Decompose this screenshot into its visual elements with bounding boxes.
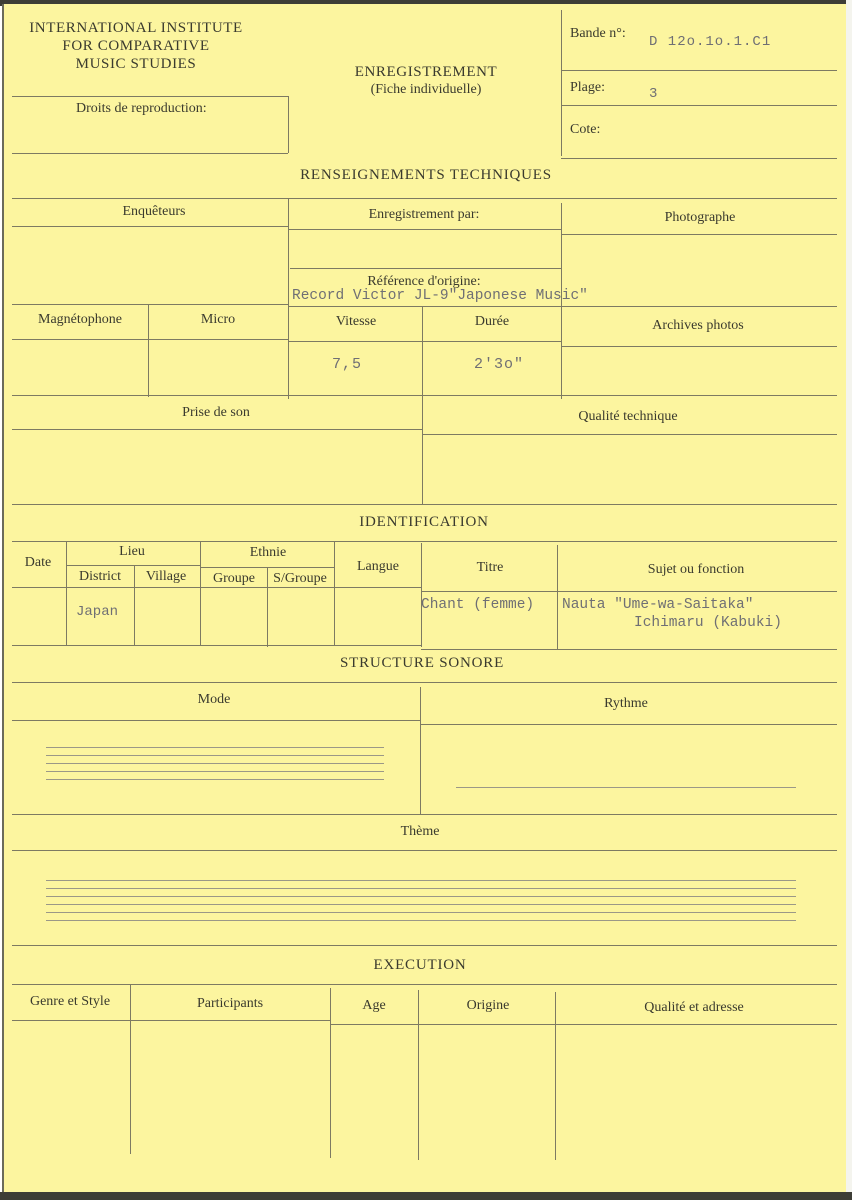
rythme-writing-line (456, 787, 796, 788)
record-card (2, 4, 850, 1192)
divider (561, 158, 837, 159)
divider (267, 567, 268, 647)
divider (12, 226, 288, 227)
divider (134, 565, 135, 645)
mode-writing-line (46, 763, 384, 764)
langue-label: Langue (357, 559, 399, 574)
theme-writing-line (46, 912, 796, 913)
vitesse-label: Vitesse (335, 314, 377, 329)
divider (12, 682, 837, 683)
divider (130, 984, 131, 1154)
age-label: Age (362, 998, 386, 1013)
section-heading-identification: IDENTIFICATION (359, 514, 489, 530)
divider (12, 304, 288, 305)
reference-value[interactable]: Record Victor JL-9"Japonese Music" (292, 288, 588, 304)
institute-name-line2: FOR COMPARATIVE (62, 38, 210, 54)
divider (422, 306, 423, 399)
enqueteurs-label: Enquêteurs (122, 204, 186, 219)
plage-label: Plage: (570, 80, 605, 95)
form-subtitle: (Fiche individuelle) (370, 82, 482, 97)
prise-de-son-label: Prise de son (182, 405, 250, 420)
divider (422, 434, 837, 435)
theme-writing-line (46, 888, 796, 889)
photographe-label: Photographe (664, 210, 736, 225)
theme-writing-line (46, 904, 796, 905)
section-heading-execution: EXECUTION (373, 957, 467, 973)
divider (12, 587, 421, 588)
divider (12, 645, 421, 646)
divider (12, 339, 288, 340)
divider (288, 306, 837, 307)
titre-value[interactable]: Chant (femme) (421, 597, 535, 613)
divider (12, 814, 837, 815)
micro-label: Micro (200, 312, 236, 327)
theme-writing-line (46, 880, 796, 881)
reference-label: Référence d'origine: (367, 274, 481, 289)
cote-label: Cote: (570, 122, 601, 137)
divider (12, 395, 837, 396)
groupe-label: Groupe (213, 571, 255, 586)
divider (12, 429, 422, 430)
theme-writing-line (46, 920, 796, 921)
divider (561, 234, 837, 235)
divider (557, 545, 558, 649)
qualite-adresse-label: Qualité et adresse (644, 1000, 744, 1015)
divider (561, 346, 837, 347)
divider (288, 96, 289, 153)
section-heading-techniques: RENSEIGNEMENTS TECHNIQUES (300, 167, 552, 183)
divider (12, 541, 837, 542)
divider (421, 591, 837, 592)
divider (420, 687, 421, 814)
droits-label: Droits de reproduction: (76, 101, 207, 116)
divider (66, 565, 200, 566)
mode-writing-line (46, 747, 384, 748)
divider (12, 96, 288, 97)
institute-name-line1: INTERNATIONAL INSTITUTE (29, 20, 243, 36)
divider (12, 984, 837, 985)
bande-label: Bande n°: (570, 26, 626, 41)
divider (418, 990, 419, 1160)
date-label: Date (24, 555, 52, 570)
theme-label: Thème (400, 824, 440, 839)
divider (148, 304, 149, 397)
divider (422, 399, 423, 504)
sujet-value-line2[interactable]: Ichimaru (Kabuki) (634, 615, 782, 631)
duree-value[interactable]: 2'3o" (474, 356, 525, 373)
mode-writing-line (46, 755, 384, 756)
archives-label: Archives photos (652, 318, 744, 333)
sgroupe-label: S/Groupe (273, 571, 327, 586)
mode-writing-line (46, 771, 384, 772)
magnetophone-label: Magnétophone (38, 312, 122, 327)
section-heading-structure: STRUCTURE SONORE (339, 655, 505, 671)
divider (288, 229, 561, 230)
ethnie-label: Ethnie (249, 545, 287, 560)
divider (288, 341, 561, 342)
participants-label: Participants (196, 996, 264, 1011)
plage-value[interactable]: 3 (649, 86, 658, 102)
divider (12, 945, 837, 946)
divider (12, 198, 837, 199)
divider (555, 992, 556, 1160)
mode-label: Mode (197, 692, 231, 707)
divider (12, 720, 420, 721)
divider (420, 724, 837, 725)
village-label: Village (145, 569, 187, 584)
divider (200, 541, 201, 645)
divider (12, 153, 288, 154)
divider (561, 10, 562, 156)
rythme-label: Rythme (604, 696, 648, 711)
district-value[interactable]: Japan (76, 604, 119, 620)
qualite-technique-label: Qualité technique (578, 409, 678, 424)
divider (66, 541, 67, 645)
divider (200, 567, 334, 568)
scan-bottom-edge (0, 1192, 852, 1200)
divider (421, 649, 837, 650)
divider (290, 268, 561, 269)
divider (330, 988, 331, 1158)
institute-name-line3: MUSIC STUDIES (75, 56, 197, 72)
mode-writing-line (46, 779, 384, 780)
vitesse-value[interactable]: 7,5 (332, 356, 363, 373)
titre-label: Titre (476, 560, 504, 575)
lieu-label: Lieu (119, 544, 145, 559)
divider (12, 1020, 330, 1021)
scan-right-edge (846, 0, 852, 1200)
sujet-value-line1[interactable]: Nauta "Ume-wa-Saitaka" (562, 597, 754, 613)
genre-style-label: Genre et Style (29, 994, 111, 1009)
origine-label: Origine (466, 998, 510, 1013)
district-label: District (79, 569, 121, 584)
divider (421, 543, 422, 647)
theme-writing-line (46, 896, 796, 897)
divider (12, 504, 837, 505)
divider (330, 1024, 837, 1025)
divider (334, 541, 335, 645)
bande-value[interactable]: D 12o.1o.1.C1 (649, 34, 772, 50)
divider (561, 105, 837, 106)
enregistrement-label: Enregistrement par: (368, 207, 480, 222)
divider (12, 850, 837, 851)
form-title: ENREGISTREMENT (354, 64, 498, 80)
sujet-label: Sujet ou fonction (647, 562, 745, 577)
duree-label: Durée (474, 314, 510, 329)
divider (561, 70, 837, 71)
